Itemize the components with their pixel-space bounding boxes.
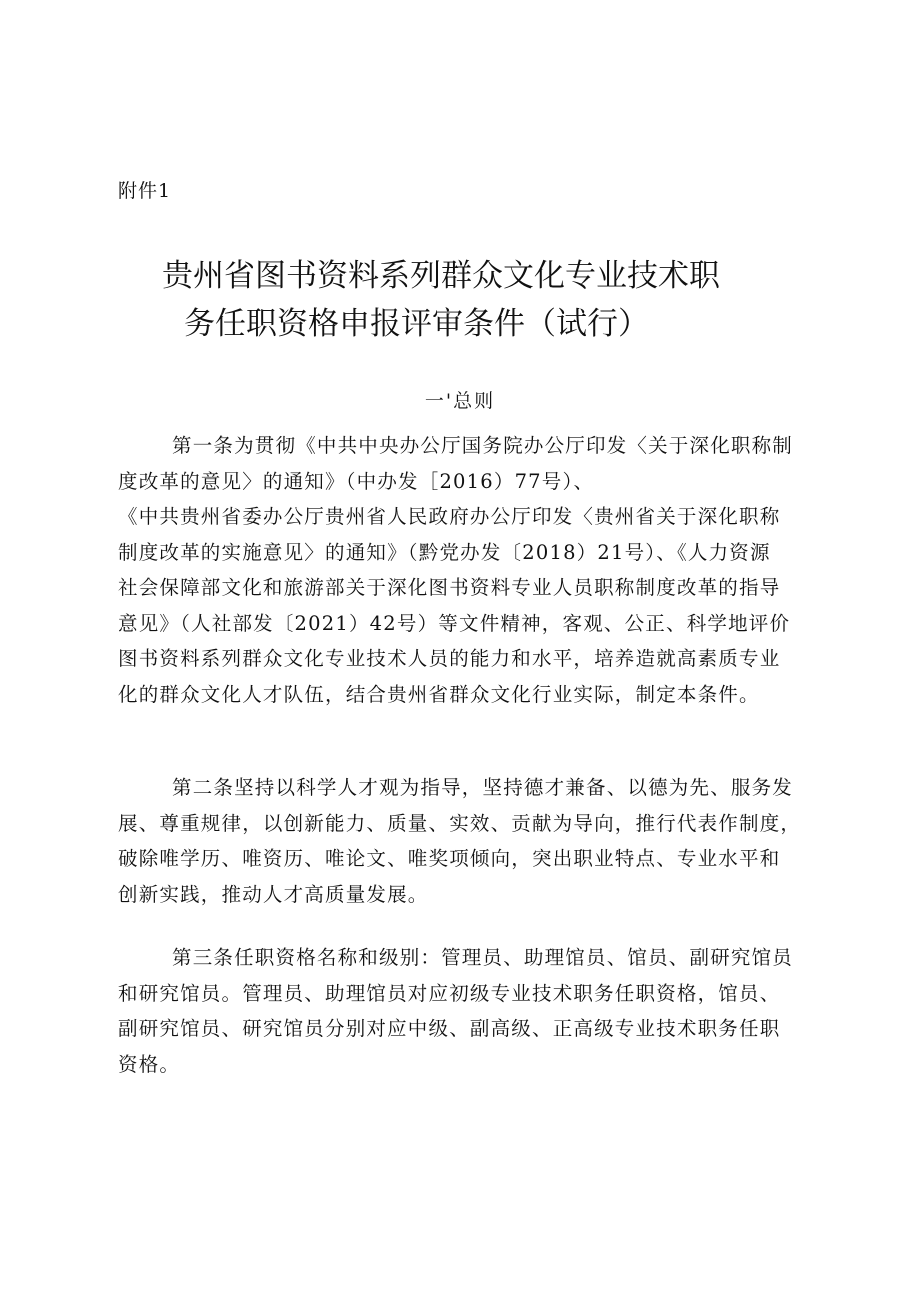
article-line: 《中共贵州省委办公厅贵州省人民政府办公厅印发〈贵州省关于深化职称: [118, 505, 781, 528]
article-line: 和研究馆员。管理员、助理馆员对应初级专业技术职务任职资格，馆员、: [118, 981, 781, 1005]
section-heading: 一'总则: [424, 390, 496, 412]
article-line: 创新实践，推动人才高质量发展。: [118, 882, 429, 906]
article-line: 第一条为贯彻《中共中央办公厅国务院办公厅印发〈关于深化职称制: [172, 434, 794, 457]
attachment-label: 附件1: [118, 180, 172, 202]
article-line: 第二条坚持以科学人才观为指导，坚持德才兼备、以德为先、服务发: [172, 776, 794, 799]
title-line-1: 贵州省图书资料系列群众文化专业技术职: [162, 258, 720, 294]
article-line: 制度改革的实施意见〉的通知》（黔党办发〔2018）21号）、《人力资源: [118, 540, 771, 564]
title-line-2: 务任职资格申报评审条件（试行）: [184, 306, 649, 342]
article-line: 破除唯学历、唯资历、唯论文、唯奖项倾向，突出职业特点、专业水平和: [118, 847, 781, 870]
article-3: [118, 940, 818, 1082]
article-line: 度改革的意见〉的通知》（中办发［2016）77号）、: [118, 469, 595, 493]
article-line: 社会保障部文化和旅游部关于深化图书资料专业人员职称制度改革的指导: [118, 576, 781, 599]
article-line: 意见》（人社部发〔2021）42号）等文件精神，客观、公正、科学地评价: [118, 611, 791, 635]
article-1: [118, 428, 818, 712]
article-line: 第三条任职资格名称和级别：管理员、助理馆员、馆员、副研究馆员: [172, 946, 794, 969]
article-line: 图书资料系列群众文化专业技术人员的能力和水平，培养造就高素质专业: [118, 647, 781, 670]
article-2: [118, 770, 818, 912]
article-line: 资格。: [118, 1052, 181, 1076]
article-line: 副研究馆员、研究馆员分别对应中级、副高级、正高级专业技术职务任职: [118, 1017, 781, 1040]
article-line: 展、尊重规律，以创新能力、质量、实效、贡献为导向，推行代表作制度，: [118, 811, 802, 835]
document-title: [162, 252, 802, 348]
article-line: 化的群众文化人才队伍，结合贵州省群众文化行业实际，制定本条件。: [118, 682, 760, 706]
